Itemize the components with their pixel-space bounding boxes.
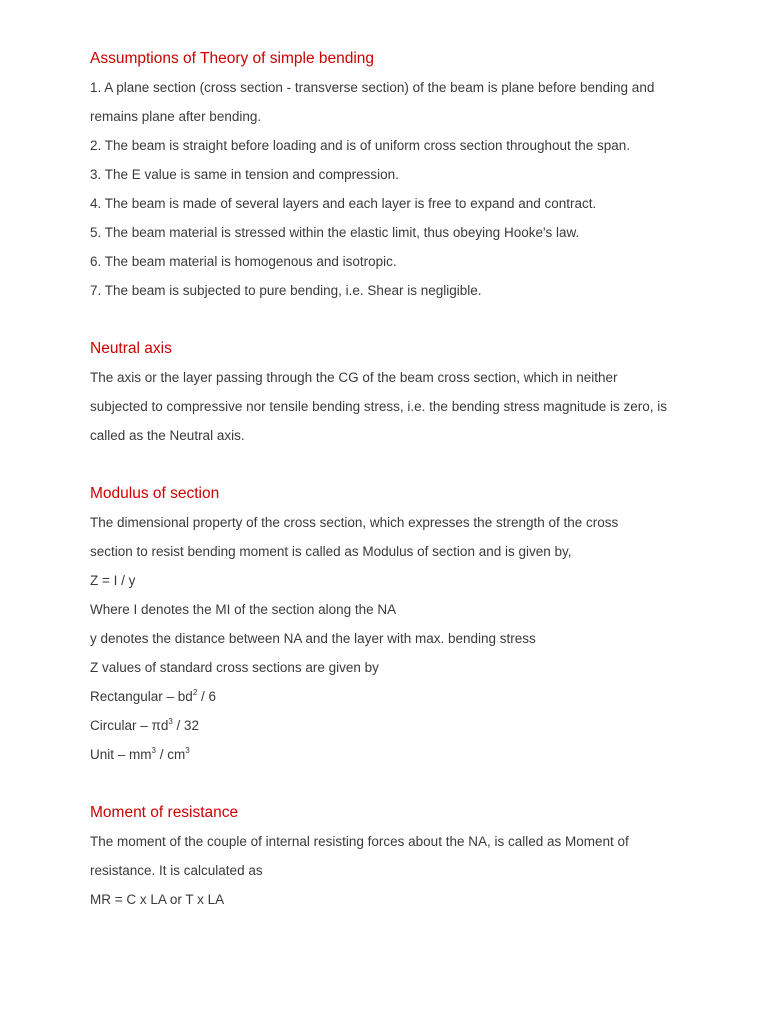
section-heading: Modulus of section	[90, 485, 220, 502]
assumption-5: 5. The beam material is stressed within the elastic limit, thus obeying Hooke's law.	[90, 225, 580, 240]
exponent: 3	[185, 745, 190, 755]
paragraph-line: called as the Neutral axis.	[90, 428, 245, 443]
formula-mr: MR = C x LA or T x LA	[90, 892, 225, 907]
paragraph-line: subjected to compressive nor tensile bending stress, i.e. the bending stress magnitude is zero, is	[90, 399, 668, 414]
assumption-7: 7. The beam is subjected to pure bending, i.e. Shear is negligible.	[90, 283, 482, 298]
section-heading: Assumptions of Theory of simple bending	[90, 50, 375, 67]
assumption-2: 2. The beam is straight before loading and is of uniform cross section throughout the span.	[90, 138, 631, 153]
assumption-6: 6. The beam material is homogenous and isotropic.	[90, 254, 397, 269]
section-heading: Neutral axis	[90, 340, 172, 357]
unit-text: / cm	[155, 747, 186, 762]
section-moment-of-resistance	[90, 798, 690, 914]
formula-text: Circular – πd	[90, 718, 169, 733]
document-page	[90, 44, 690, 914]
paragraph-line: The dimensional property of the cross section, which expresses the strength of the cross	[90, 515, 619, 530]
section-heading: Moment of resistance	[90, 804, 239, 821]
section-assumptions	[90, 44, 690, 305]
paragraph-line: resistance. It is calculated as	[90, 863, 263, 878]
exponent: 3	[151, 745, 156, 755]
unit-text: Unit – mm	[90, 747, 152, 762]
formula-text: Rectangular – bd	[90, 689, 193, 704]
section-spacer	[90, 450, 690, 479]
paragraph-line: y denotes the distance between NA and the layer with max. bending stress	[90, 631, 536, 646]
section-neutral-axis	[90, 334, 690, 450]
assumption-1-line-2: remains plane after bending.	[90, 109, 262, 124]
assumption-3: 3. The E value is same in tension and compression.	[90, 167, 399, 182]
assumption-1-line-1: 1. A plane section (cross section - transverse section) of the beam is plane before bending and	[90, 80, 655, 95]
formula-rectangular	[90, 682, 690, 711]
exponent: 2	[192, 687, 198, 697]
unit-line	[90, 740, 690, 769]
assumption-4: 4. The beam is made of several layers and each layer is free to expand and contract.	[90, 196, 597, 211]
section-spacer	[90, 305, 690, 334]
exponent: 3	[168, 716, 173, 726]
formula-z: Z = I / y	[90, 573, 136, 588]
paragraph-line: The moment of the couple of internal resisting forces about the NA, is called as Moment of	[90, 834, 629, 849]
formula-text: / 32	[172, 718, 200, 733]
section-modulus	[90, 479, 690, 769]
paragraph-line: section to resist bending moment is called as Modulus of section and is given by,	[90, 544, 572, 559]
formula-text: / 6	[197, 689, 217, 704]
paragraph-line: Z values of standard cross sections are given by	[90, 660, 379, 675]
paragraph-line: Where I denotes the MI of the section along the NA	[90, 602, 397, 617]
formula-circular	[90, 711, 690, 740]
section-spacer	[90, 769, 690, 798]
paragraph-line: The axis or the layer passing through the CG of the beam cross section, which in neither	[90, 370, 618, 385]
